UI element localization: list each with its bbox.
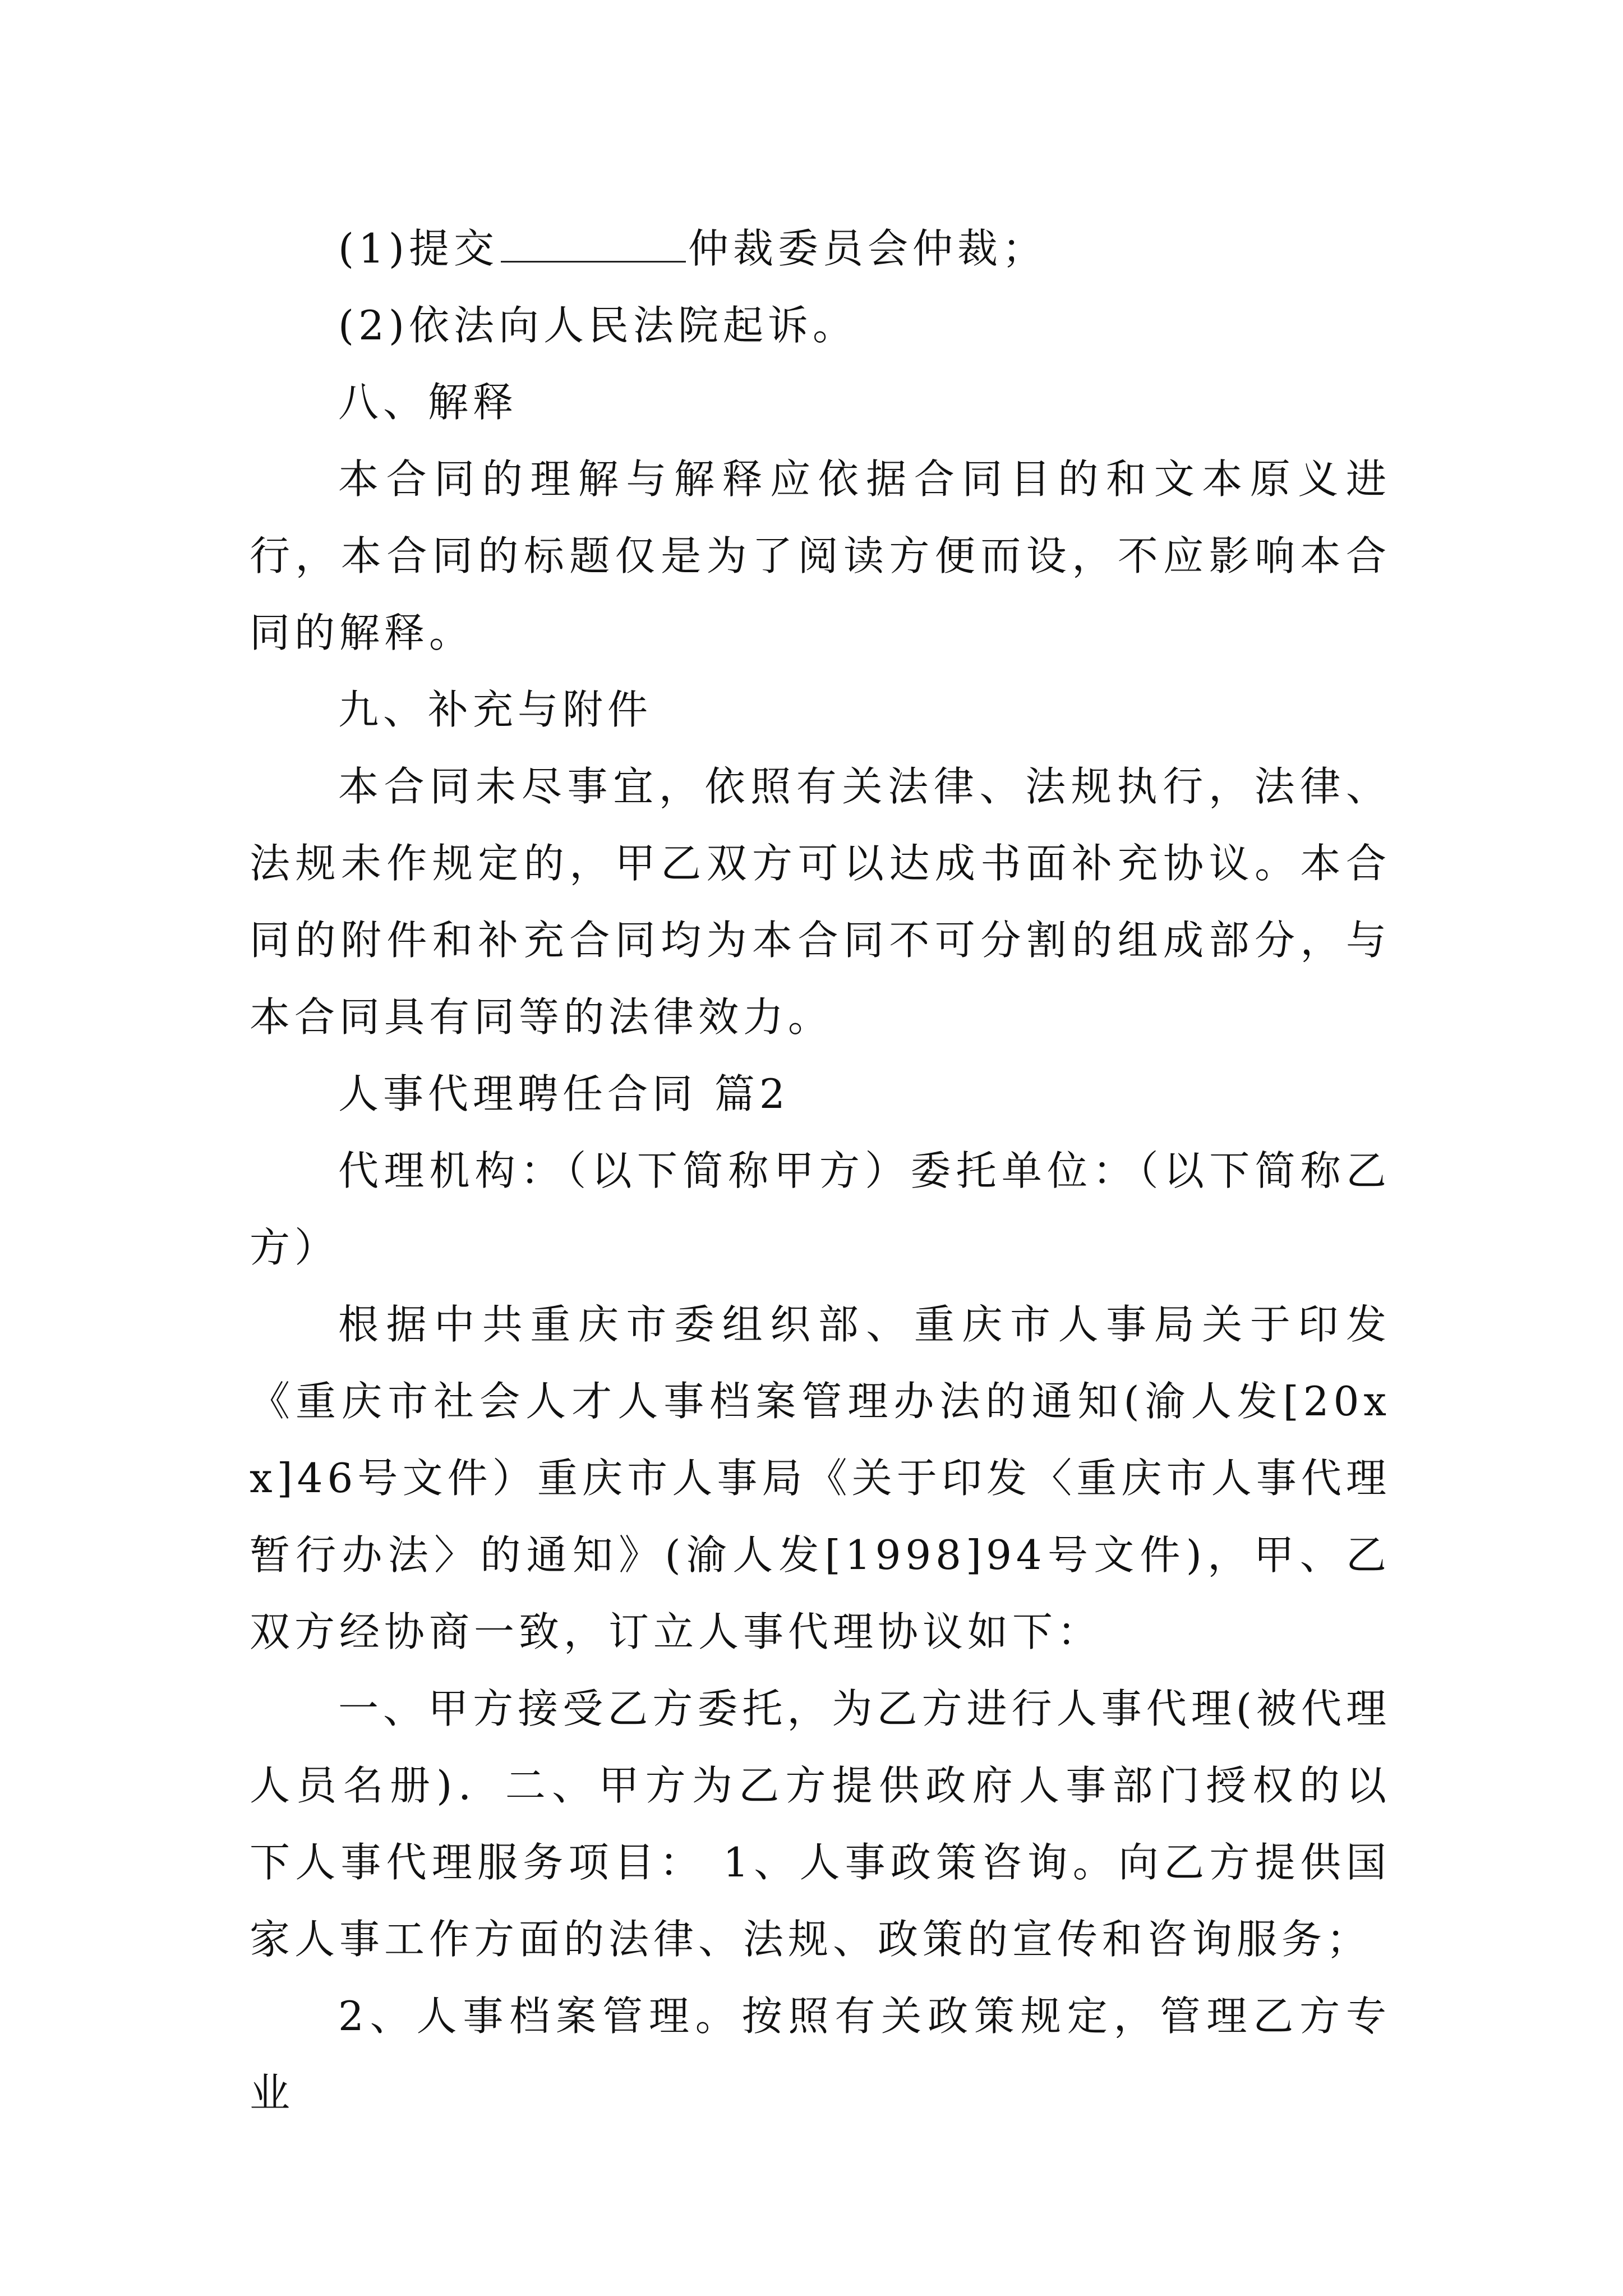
arbitration-text-after: 仲裁委员会仲裁； <box>688 225 1048 272</box>
paragraph-lawsuit-option: (2)依法向人民法院起诉。 <box>338 302 857 349</box>
paragraph-interpretation: 本合同的理解与解释应依据合同目的和文本原义进行，本合同的标题仅是为了阅读方便而设，不应影响本合同的解释。 <box>250 455 1391 656</box>
section-heading-interpretation: 八、解释 <box>338 379 518 426</box>
paragraph-parties: 代理机构：（以下简称甲方）委托单位：（以下简称乙方） <box>250 1147 1391 1271</box>
section-heading-supplement: 九、补充与附件 <box>338 686 653 733</box>
blank-fill-line <box>501 227 686 263</box>
paragraph-supplement: 本合同未尽事宜，依照有关法律、法规执行，法律、法规未作规定的，甲乙双方可以达成书面补充协议。本合同的附件和补充合同均为本合同不可分割的组成部分，与本合同具有同等的法律效力。 <box>250 763 1391 1041</box>
document-body <box>250 210 1391 2132</box>
paragraph-arbitration-option <box>250 210 1391 287</box>
paragraph-archive-management: 2、人事档案管理。按照有关政策规定，管理乙方专业 <box>250 1993 1391 2116</box>
arbitration-text-before: (1)提交 <box>338 225 499 272</box>
contract-title: 人事代理聘任合同 篇2 <box>338 1070 790 1117</box>
paragraph-clause-one-two: 一、甲方接受乙方委托，为乙方进行人事代理(被代理人员名册)．二、甲方为乙方提供政府人事部门授权的以下人事代理服务项目： 1、人事政策咨询。向乙方提供国家人事工作方面的法律、法规、政策的宣传和咨询服务； <box>250 1685 1391 1963</box>
paragraph-legal-basis: 根据中共重庆市委组织部、重庆市人事局关于印发《重庆市社会人才人事档案管理办法的通知(渝人发[20xx]46号文件）重庆市人事局《关于印发〈重庆市人事代理暂行办法〉的通知》(渝人发[1998]94号文件)，甲、乙双方经协商一致，订立人事代理协议如下： <box>250 1301 1391 1655</box>
